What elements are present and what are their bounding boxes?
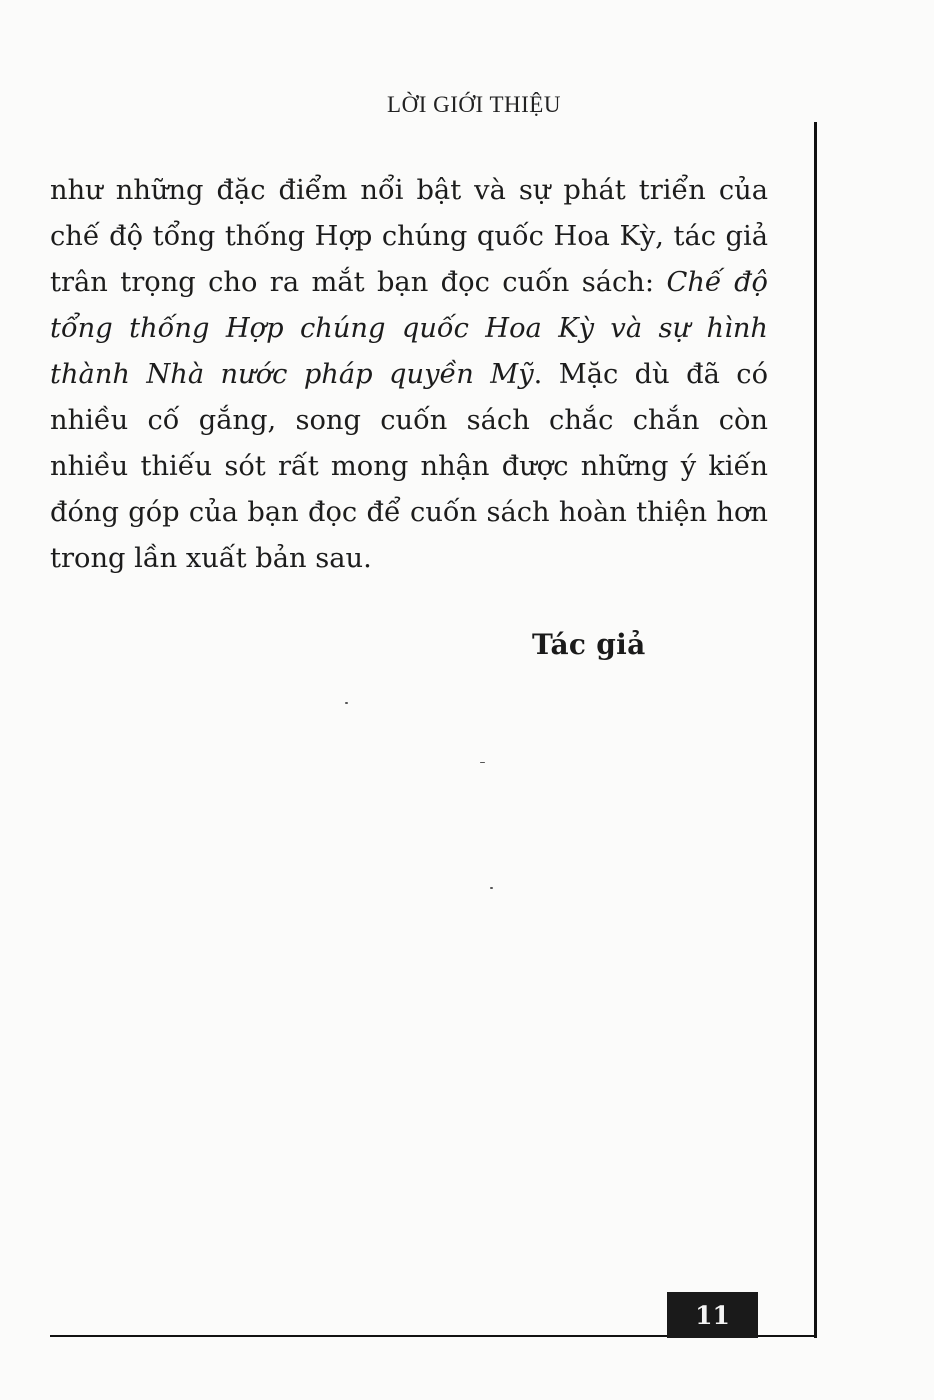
running-header: LỜI GIỚI THIỆU <box>387 92 561 117</box>
body-text-before: như những đặc điểm nổi bật và sự phát triển của chế độ tổng thống Hợp chúng quốc Hoa Kỳ, tác giả trân trọng cho ra mắt bạn đọc cuốn sách: <box>50 175 768 298</box>
scan-speck <box>480 762 485 763</box>
body-paragraph <box>50 168 768 582</box>
scan-speck <box>490 887 493 889</box>
page-number-badge: 11 <box>667 1292 758 1338</box>
scan-speck <box>345 702 348 704</box>
author-signature: Tác giả <box>532 628 646 661</box>
book-title: Chế độ tổng thống Hợp chúng quốc Hoa Kỳ và sự hình thành Nhà nước pháp quyền Mỹ <box>50 267 768 390</box>
page-frame-right-border <box>814 122 817 1338</box>
body-text-after: . Mặc dù đã có nhiều cố gắng, song cuốn sách chắc chắn còn nhiều thiếu sót rất mong nhận được những ý kiến đóng góp của bạn đọc để cuốn sách hoàn thiện hơn trong lần xuất bản sau. <box>50 359 769 574</box>
